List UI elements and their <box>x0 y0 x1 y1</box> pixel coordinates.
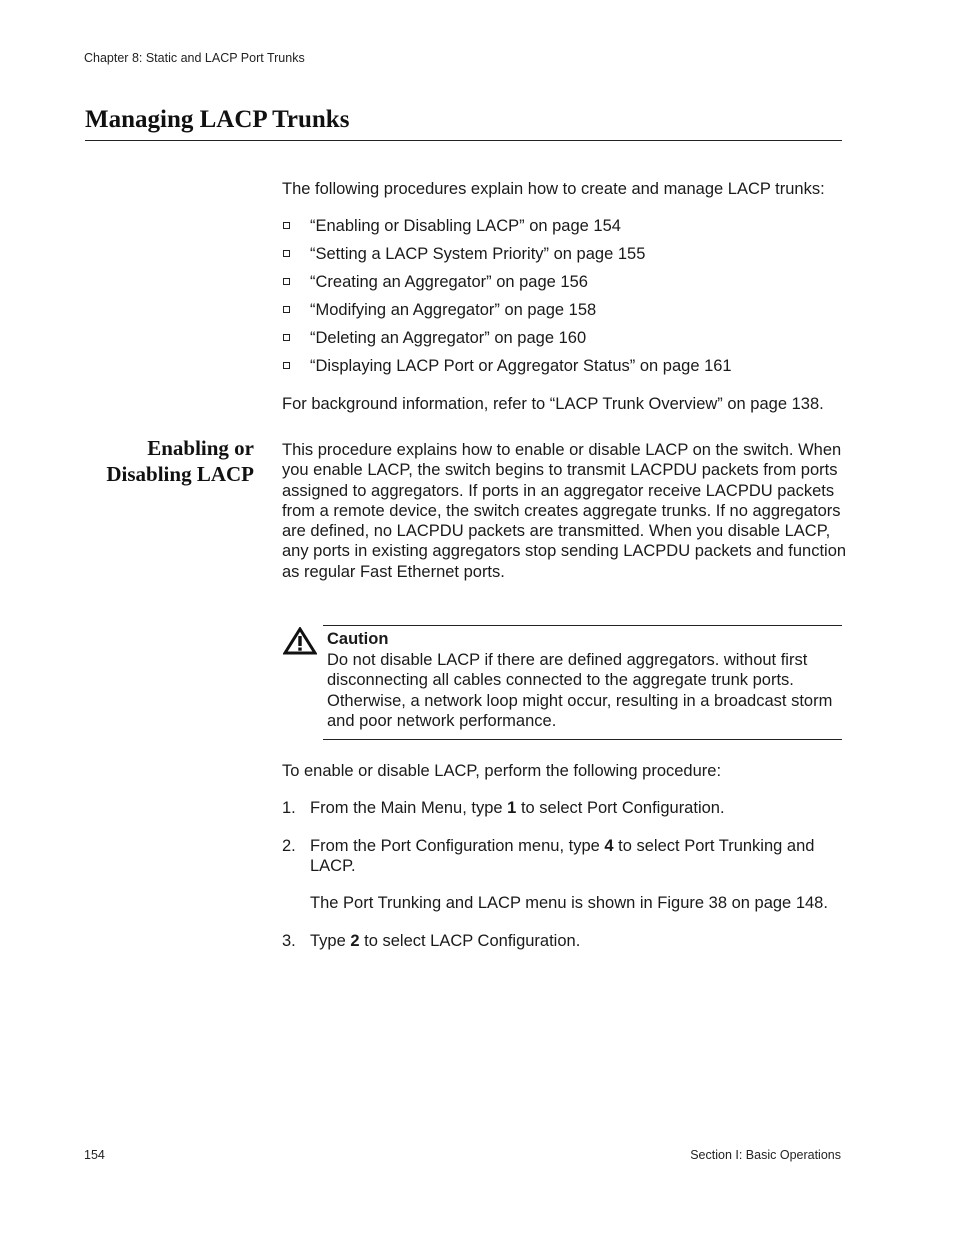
section-paragraph: This procedure explains how to enable or disable LACP on the switch. When you enable LACP, the switch begins to transmit LACPDU packets from ports assigned to aggregators. If ports in an aggregator receive LACPDU packets from a remote device, the switch creates aggregate trunks. If no aggregators are defined, no LACPDU packets are transmitted. When you disable LACP, any ports in existing aggregators stop sending LACPDU packets and function as regular Fast Ethernet ports. <box>282 441 847 581</box>
section-heading: Enabling or Disabling LACP <box>106 436 254 486</box>
caution-text: Do not disable LACP if there are defined aggregators. without first disconnecting all cables connected to the aggregate trunk ports. Otherwise, a network loop might occur, resulting in a broadcast storm and poor network performance. <box>327 651 833 731</box>
running-footer: Section I: Basic Operations <box>690 1148 841 1162</box>
bullet-box-icon <box>283 362 290 369</box>
running-header: Chapter 8: Static and LACP Port Trunks <box>84 51 305 65</box>
procedure-intro: To enable or disable LACP, perform the following procedure: <box>282 762 722 780</box>
list-item[interactable]: “Deleting an Aggregator” on page 160 <box>282 328 732 356</box>
list-item[interactable]: “Creating an Aggregator” on page 156 <box>282 272 732 300</box>
warning-triangle-icon <box>283 627 317 655</box>
bullet-box-icon <box>283 334 290 341</box>
step-number: 1. <box>282 799 296 817</box>
background-reference: For background information, refer to “LACP Trunk Overview” on page 138. <box>282 395 824 413</box>
page-title: Managing LACP Trunks <box>85 106 350 133</box>
intro-paragraph: The following procedures explain how to create and manage LACP trunks: <box>282 180 825 198</box>
list-item[interactable]: “Displaying LACP Port or Aggregator Status” on page 161 <box>282 356 732 384</box>
bullet-box-icon <box>283 306 290 313</box>
step-number: 2. <box>282 837 296 855</box>
caution-title: Caution <box>327 630 389 648</box>
title-rule <box>85 140 842 141</box>
bullet-box-icon <box>283 278 290 285</box>
list-item[interactable]: “Modifying an Aggregator” on page 158 <box>282 300 732 328</box>
page-number: 154 <box>84 1148 105 1162</box>
procedure-list <box>282 216 732 384</box>
caution-bottom-rule <box>323 739 842 740</box>
list-item[interactable]: “Setting a LACP System Priority” on page 155 <box>282 244 732 272</box>
step-text: Type 2 to select LACP Configuration. <box>310 932 581 950</box>
caution-top-rule <box>323 625 842 626</box>
step-number: 3. <box>282 932 296 950</box>
step-text: From the Port Configuration menu, type 4 to select Port Trunking and LACP. <box>310 837 815 876</box>
bullet-box-icon <box>283 250 290 257</box>
bullet-box-icon <box>283 222 290 229</box>
list-item[interactable]: “Enabling or Disabling LACP” on page 154 <box>282 216 732 244</box>
step-text: From the Main Menu, type 1 to select Port Configuration. <box>310 799 725 817</box>
